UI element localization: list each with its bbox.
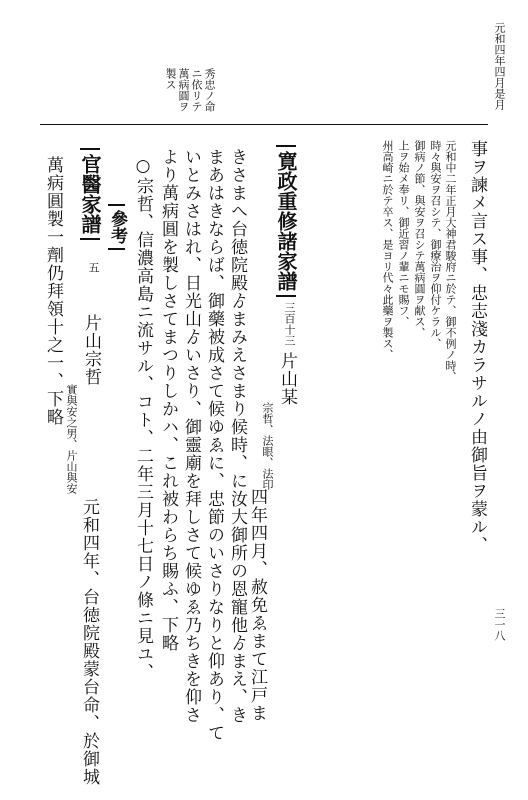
marginal-note-line: 萬病圓ヲ bbox=[177, 68, 190, 112]
text-column-annotation: 元和中二年正月大神君駿府ニ於テ、御不例ノ時、 bbox=[444, 140, 457, 382]
quoted-letter-line: より萬病圓を製しさてまつりしかハ、これ被わらち賜ふ、下略 bbox=[158, 148, 178, 652]
page-number: 三一八 bbox=[493, 608, 506, 641]
section-heading: 官醫家譜 bbox=[80, 148, 100, 240]
person-note: 實與安之男、片山與安 bbox=[65, 384, 78, 494]
text-column: 萬病圓製一劑仍拜領十之一、下略 bbox=[43, 156, 63, 426]
date-note: 四年四月、赦免ゑまて江戸ま bbox=[247, 488, 267, 722]
volume-number: 五 bbox=[87, 262, 100, 273]
text-column: 事ヲ諫メ言ス事、忠志淺カラサルノ由御旨ヲ蒙ル、 bbox=[467, 140, 487, 554]
section-heading: 寛政重修諸家譜 bbox=[276, 145, 296, 297]
volume-number: 三百十三 bbox=[283, 302, 296, 346]
marginal-note-line: ニ依リテ bbox=[190, 68, 203, 112]
text-column-annotation: 御病ノ節、與安ヲ召シテ萬病圓ヲ献ス、 bbox=[413, 140, 426, 338]
marginal-note-line: 製ス bbox=[164, 68, 177, 90]
text-column-annotation: 上ヲ始メ奉リ、御近習ノ輩ニモ賜フ、 bbox=[397, 140, 410, 327]
quoted-letter-line: まあはきならば、御藥被成さて候ゆゑに、忠節のいさりなりと仰あり、て bbox=[204, 148, 224, 742]
running-head: 元和四年四月是月 bbox=[493, 22, 506, 110]
text-column-annotation: 時々與安ヲ召シテ、御療治ヲ仰付ケラル、 bbox=[429, 140, 442, 349]
header-divider bbox=[40, 124, 488, 125]
quoted-letter-line: いとみさはれ、日光山ゟいさり、御靈廟を拜しさて候ゆゑ乃ちきを仰さ bbox=[181, 148, 201, 724]
text-column: 元和四年、台徳院殿蒙台命、於御城 bbox=[79, 498, 99, 786]
person-note: 宗哲、法眼、法印 bbox=[261, 402, 274, 490]
editorial-note: ○宗哲、信濃高島ニ流サル、コト、二年三月十七日ノ條ニ見ユ、 bbox=[133, 156, 153, 681]
quoted-letter-line: きさまへ台徳院殿ゟまみえさまり候時、に汝大御所の恩寵他ゟまえ、き bbox=[227, 148, 247, 724]
person-name: 片山某 bbox=[277, 352, 297, 406]
person-name: 片山宗哲 bbox=[81, 314, 101, 386]
marginal-note-line: 秀忠ノ命 bbox=[203, 68, 216, 112]
reference-heading: 參考 bbox=[108, 204, 125, 250]
text-column-annotation: 州高崎ニ於テ卒ス、是ヨリ代々此藥ヲ製ス、 bbox=[381, 140, 394, 360]
